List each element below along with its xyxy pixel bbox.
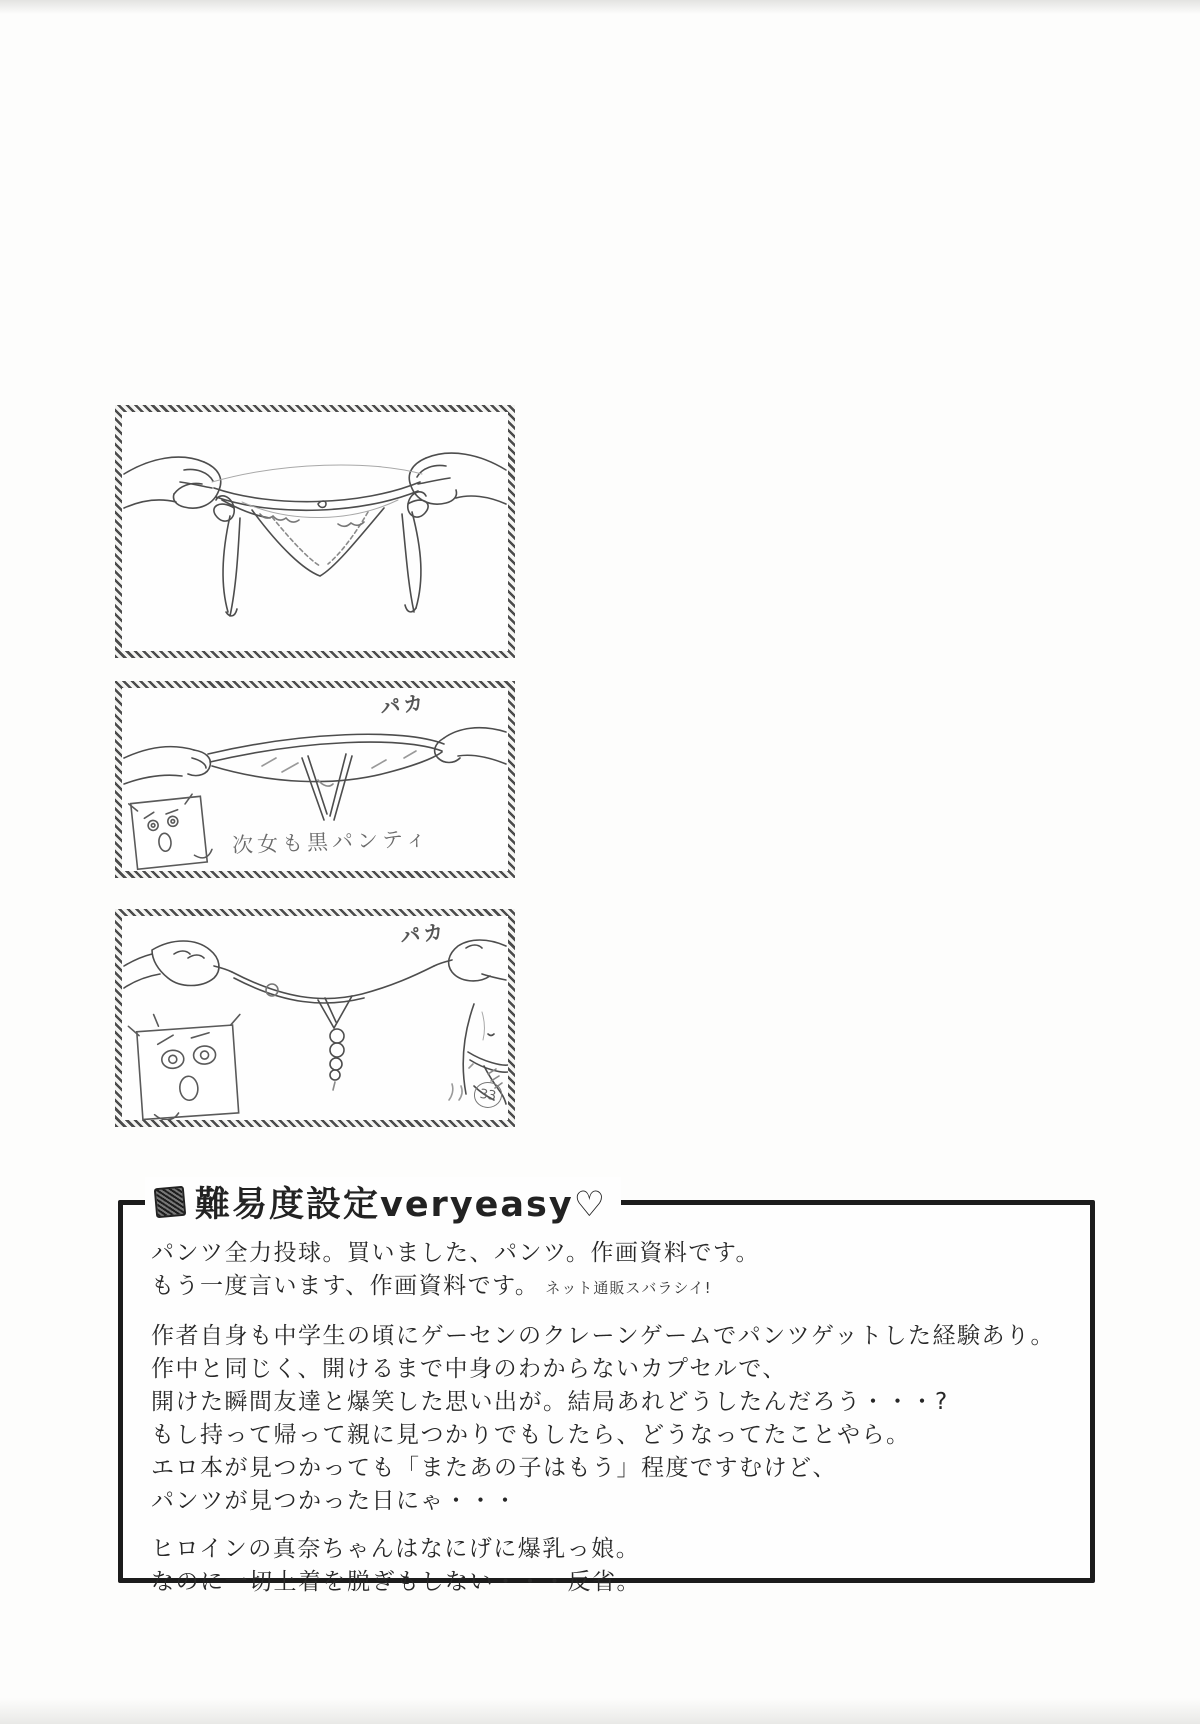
afterword-line-text: もう一度言います、作画資料です。 — [151, 1273, 540, 1299]
afterword-line: なのに一切上着を脱ぎもしない・・・反省。 — [151, 1569, 641, 1595]
scan-artifact-top — [0, 0, 1200, 14]
afterword-box — [118, 1185, 1095, 1595]
panel-1-canvas — [122, 412, 508, 651]
afterword-line: 作者自身も中学生の頃にゲーセンのクレーンゲームでパンツゲットした経験あり。 — [151, 1323, 1055, 1349]
scan-artifact-bottom — [0, 1698, 1200, 1724]
afterword-line: ヒロインの真奈ちゃんはなにげに爆乳っ娘。 — [151, 1536, 641, 1562]
afterword-line: 作中と同じく、開けるまで中身のわからないカプセルで、 — [151, 1356, 787, 1382]
afterword-title — [145, 1177, 621, 1227]
afterword-paragraph-3 — [151, 1533, 1066, 1599]
afterword-line — [151, 1270, 1066, 1305]
afterword-line: もし持って帰って親に見つかりでもしたら、どうなってたことやら。 — [151, 1422, 911, 1448]
sfx-paka: パカ — [378, 690, 428, 720]
afterword-line: パンツが見つかった日にゃ・・・ — [151, 1488, 519, 1514]
sfx-paka: パカ — [398, 919, 448, 949]
afterword-small-note: ネット通販スバラシイ! — [545, 1279, 712, 1297]
afterword-title-text: 難易度設定veryeasy♡ — [195, 1185, 608, 1225]
panel-2-caption: 次女も黒パンティ — [231, 826, 431, 858]
afterword-line: 開けた瞬間友達と爆笑した思い出が。結局あれどうしたんだろう・・・? — [151, 1389, 949, 1415]
afterword-paragraph-2 — [151, 1320, 1066, 1518]
sketch-panel-3 — [115, 909, 515, 1127]
panel-2-canvas — [122, 688, 508, 871]
page-number: 33 — [478, 1086, 498, 1104]
sketch-panel-2 — [115, 681, 515, 878]
sketch-panel-1 — [115, 405, 515, 658]
afterword-line: エロ本が見つかっても「またあの子はもう」程度ですむけど、 — [151, 1455, 837, 1481]
afterword-line: パンツ全力投球。買いました、パンツ。作画資料です。 — [151, 1240, 761, 1266]
afterword-paragraph-1 — [151, 1237, 1066, 1305]
hands-holding-panties-sketch — [122, 412, 508, 651]
panel-3-canvas — [122, 916, 508, 1120]
scribble-square-icon — [154, 1186, 187, 1219]
hands-stretching-pearl-thong-sketch — [122, 916, 508, 1120]
